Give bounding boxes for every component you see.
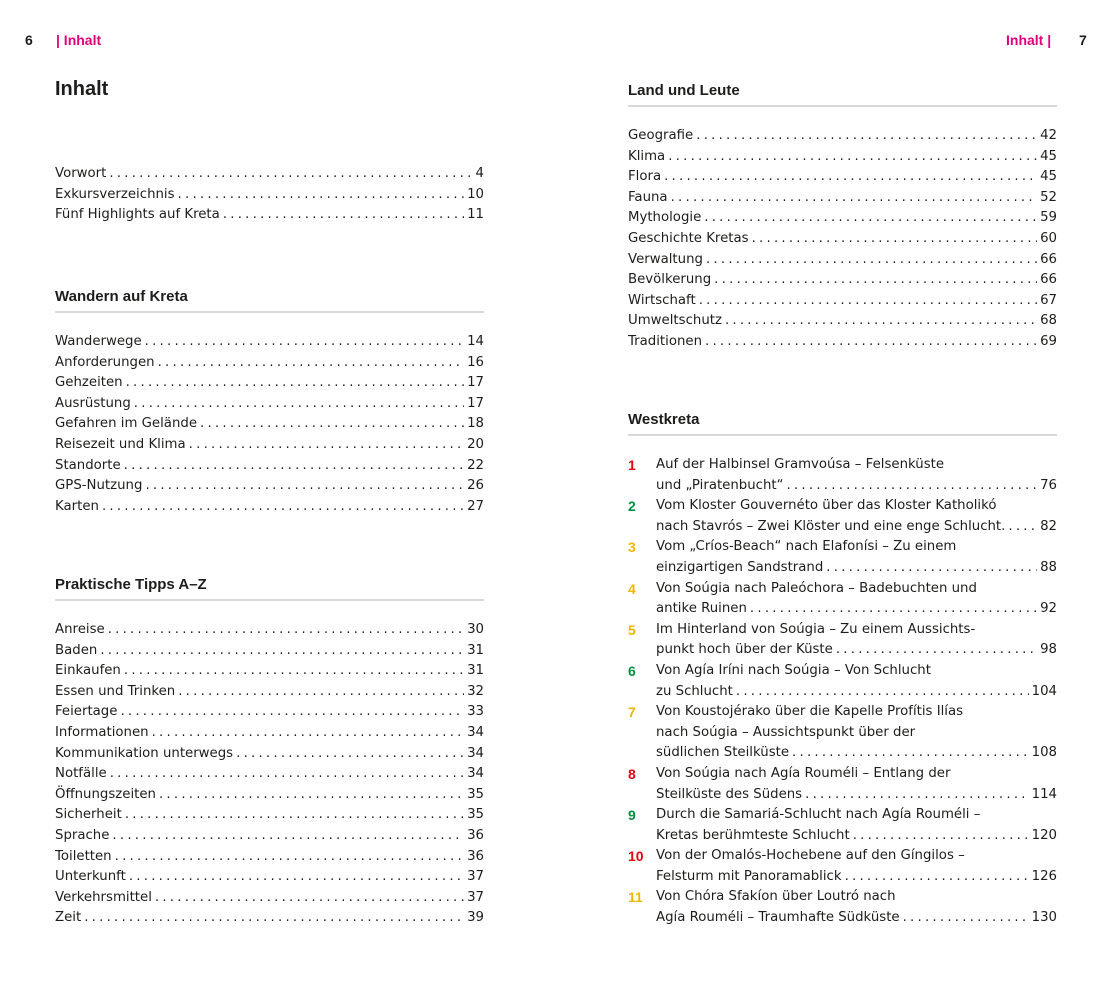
toc-entry[interactable] <box>628 188 1057 209</box>
entry-title: nach Stavrós – Zwei Klöster und eine enge Schlucht. <box>656 518 1006 534</box>
toc-entry[interactable] <box>628 208 1057 229</box>
toc-section-land <box>628 81 1057 353</box>
page-number-right: 7 <box>1079 32 1087 48</box>
entry-line <box>55 908 484 929</box>
entry-line <box>656 599 1057 620</box>
dot-leader <box>112 826 464 847</box>
entry-title: Auf der Halbinsel Gramvoúsa – Felsenküste <box>656 457 945 472</box>
entry-title: Von Koustojérako über die Kapelle Profítis Ilías <box>656 704 964 720</box>
entry-line <box>656 455 1057 476</box>
toc-section-westkreta <box>628 410 1057 929</box>
entry-title: Von Soúgia nach Agía Rouméli – Entlang der <box>656 765 951 781</box>
toc-entry[interactable] <box>628 332 1057 353</box>
page-number: 17 <box>467 375 484 391</box>
entry-title: Exkursverzeichnis <box>55 186 175 202</box>
toc-entry[interactable] <box>55 744 484 765</box>
page-number: 92 <box>1040 601 1057 617</box>
toc-entry[interactable] <box>55 456 484 477</box>
entry-title: Einkaufen <box>55 663 121 679</box>
entry-line <box>628 229 1057 250</box>
dot-leader <box>668 147 1037 168</box>
page-title: Inhalt <box>55 78 109 100</box>
entry-title: Bevölkerung <box>628 272 712 288</box>
entry-title: antike Ruinen <box>656 601 747 617</box>
dot-leader <box>671 188 1037 209</box>
page-number: 76 <box>1040 477 1057 493</box>
page-number: 32 <box>467 683 484 699</box>
toc-entry[interactable] <box>55 641 484 662</box>
dot-leader <box>152 723 465 744</box>
entry-title: Karten <box>55 498 99 514</box>
entry-line <box>656 702 1057 723</box>
entry-title: Flora <box>628 169 662 185</box>
section-heading: Westkreta <box>628 410 1057 436</box>
toc-entry[interactable] <box>628 764 1057 805</box>
entry-line <box>628 270 1057 291</box>
page-number: 31 <box>467 642 484 658</box>
entry-line <box>628 332 1057 353</box>
entry-line <box>55 785 484 806</box>
dot-leader <box>1008 517 1037 538</box>
dot-leader <box>696 126 1037 147</box>
page-number: 22 <box>467 457 484 473</box>
toc-entry[interactable] <box>55 205 484 226</box>
page-number: 36 <box>467 848 484 864</box>
toc-entry[interactable] <box>55 785 484 806</box>
route-number: 7 <box>628 704 636 721</box>
entry-title: Gefahren im Gelände <box>55 416 197 432</box>
entry-title: Wanderwege <box>55 334 142 349</box>
toc-entry[interactable] <box>628 887 1057 928</box>
page-number: 34 <box>467 766 484 782</box>
entry-line <box>55 723 484 744</box>
entry-line <box>656 661 1057 682</box>
toc-entry[interactable] <box>628 537 1057 578</box>
page-number: 18 <box>467 416 484 432</box>
entry-title: Agía Rouméli – Traumhafte Südküste <box>656 910 900 926</box>
dot-leader <box>705 332 1037 353</box>
entry-line <box>55 373 484 394</box>
entry-title: Kommunikation unterwegs <box>55 745 234 761</box>
dot-leader <box>126 373 464 394</box>
route-number: 10 <box>628 848 644 865</box>
page-number: 35 <box>467 786 484 802</box>
entry-line <box>656 579 1057 600</box>
toc-entry[interactable] <box>55 826 484 847</box>
route-number: 8 <box>628 765 636 782</box>
entry-line <box>656 640 1057 661</box>
entry-line <box>656 517 1057 538</box>
entry-title: Unterkunft <box>55 869 126 885</box>
entry-line <box>55 661 484 682</box>
toc-entry[interactable] <box>628 126 1057 147</box>
entry-title: Kretas berühmteste Schlucht <box>656 827 850 843</box>
page-number: 34 <box>467 724 484 740</box>
entry-title: südlichen Steilküste <box>656 745 790 761</box>
page-number: 30 <box>467 622 484 637</box>
entry-title: nach Soúgia – Aussichtspunkt über der <box>656 724 916 740</box>
toc-entry[interactable] <box>628 291 1057 312</box>
entry-line <box>628 208 1057 229</box>
entry-title: Anforderungen <box>55 354 155 370</box>
dot-leader <box>704 208 1037 229</box>
entry-line <box>628 126 1057 147</box>
entry-line <box>55 888 484 909</box>
page-number: 10 <box>467 186 484 202</box>
page-number: 130 <box>1031 910 1057 926</box>
page-number: 120 <box>1031 827 1057 843</box>
section-heading: Wandern auf Kreta <box>55 287 484 313</box>
entry-title: Informationen <box>55 724 149 740</box>
entry-line <box>55 620 484 641</box>
entry-title: Geschichte Kretas <box>628 230 749 246</box>
page-number: 45 <box>1040 148 1057 164</box>
entry-line <box>656 558 1057 579</box>
toc-entry[interactable] <box>628 579 1057 620</box>
entry-title: und „Piratenbucht“ <box>656 477 784 493</box>
page-number: 88 <box>1040 559 1057 575</box>
entry-title: Verwaltung <box>628 251 703 267</box>
entry-title: Umweltschutz <box>628 313 722 329</box>
entry-title: Sicherheit <box>55 807 122 823</box>
entry-line <box>55 185 484 206</box>
dot-leader <box>120 702 464 723</box>
entry-title: Vorwort <box>55 166 107 181</box>
entry-line <box>656 764 1057 785</box>
route-number: 3 <box>628 539 636 556</box>
entry-line <box>628 311 1057 332</box>
toc-entry[interactable] <box>628 455 1057 496</box>
page-number: 126 <box>1031 868 1057 884</box>
page-number: 37 <box>467 869 484 885</box>
page-number: 31 <box>467 663 484 679</box>
toc-entry[interactable] <box>628 805 1057 846</box>
toc-entry[interactable] <box>55 620 484 641</box>
dot-leader <box>145 476 464 497</box>
entry-line <box>55 353 484 374</box>
page-number: 45 <box>1040 169 1057 185</box>
page-number: 11 <box>467 207 484 223</box>
dot-leader <box>836 640 1037 661</box>
toc-entry[interactable] <box>55 394 484 415</box>
entry-title: Baden <box>55 642 98 658</box>
entry-line <box>656 476 1057 497</box>
dot-leader <box>134 394 464 415</box>
entry-title: Essen und Trinken <box>55 683 176 699</box>
entry-title: Vom „Críos-Beach“ nach Elafonísi – Zu einem <box>656 539 957 555</box>
dot-leader <box>178 682 464 703</box>
route-number: 5 <box>628 621 636 638</box>
entry-line <box>55 764 484 785</box>
entry-line <box>55 826 484 847</box>
dot-leader <box>110 764 464 785</box>
page-number: 108 <box>1031 745 1057 761</box>
dot-leader <box>903 908 1029 929</box>
toc-entries <box>628 126 1057 353</box>
dot-leader <box>125 805 464 826</box>
page-number-left: 6 <box>25 32 33 48</box>
toc-entry[interactable] <box>55 867 484 888</box>
page-number: 68 <box>1040 313 1057 329</box>
route-number: 4 <box>628 580 636 597</box>
dot-leader <box>159 785 464 806</box>
dot-leader <box>845 867 1029 888</box>
entry-line <box>55 805 484 826</box>
toc-entry[interactable] <box>55 332 484 353</box>
route-number: 9 <box>628 807 636 824</box>
toc-entry[interactable] <box>55 414 484 435</box>
entry-line <box>55 164 484 185</box>
dot-leader <box>158 353 465 374</box>
toc-section-wandern <box>55 287 484 517</box>
page-number: 39 <box>467 910 484 926</box>
toc-entry[interactable] <box>55 435 484 456</box>
dot-leader <box>115 847 464 868</box>
entry-line <box>628 188 1057 209</box>
toc-entry[interactable] <box>628 270 1057 291</box>
page-number: 37 <box>467 889 484 905</box>
toc-entry[interactable] <box>55 476 484 497</box>
entry-title: Geografie <box>628 128 694 143</box>
dot-leader <box>787 476 1038 497</box>
page-number: 27 <box>467 498 484 514</box>
page-number: 82 <box>1040 518 1057 534</box>
toc-entry[interactable] <box>628 147 1057 168</box>
toc-entry[interactable] <box>55 353 484 374</box>
toc-entry[interactable] <box>628 496 1057 537</box>
toc-entry[interactable] <box>55 805 484 826</box>
entry-line <box>656 723 1057 744</box>
entry-title: Toiletten <box>55 848 112 864</box>
entry-title: Verkehrsmittel <box>55 889 152 905</box>
entry-title: Traditionen <box>628 333 702 349</box>
dot-leader <box>129 867 464 888</box>
toc-entry[interactable] <box>55 661 484 682</box>
entry-title: Wirtschaft <box>628 292 696 308</box>
entry-title: punkt hoch über der Küste <box>656 642 833 658</box>
toc-section-tipps <box>55 575 484 929</box>
entry-title: einzigartigen Sandstrand <box>656 559 824 575</box>
entry-line <box>656 620 1057 641</box>
dot-leader <box>155 888 464 909</box>
toc-entry[interactable] <box>628 620 1057 661</box>
section-heading: Land und Leute <box>628 81 1057 107</box>
entry-title: GPS-Nutzung <box>55 478 143 494</box>
entry-title: zu Schlucht <box>656 683 733 699</box>
entry-line <box>55 414 484 435</box>
route-number: 2 <box>628 498 636 515</box>
dot-leader <box>826 558 1037 579</box>
entry-title: Felsturm mit Panoramablick <box>656 868 842 884</box>
entry-title: Von Chóra Sfakíon über Loutró nach <box>656 889 896 905</box>
entry-line <box>55 205 484 226</box>
page-number: 35 <box>467 807 484 823</box>
dot-leader <box>805 785 1028 806</box>
page-number: 4 <box>475 166 484 181</box>
page-number: 17 <box>467 395 484 411</box>
toc-entries <box>55 620 484 929</box>
dot-leader <box>200 414 464 435</box>
entry-title: Klima <box>628 148 666 164</box>
dot-leader <box>752 229 1038 250</box>
dot-leader <box>223 205 464 226</box>
entry-title: Von Soúgia nach Paleóchora – Badebuchten und <box>656 580 977 596</box>
entry-line <box>656 846 1057 867</box>
entry-title: Zeit <box>55 910 82 926</box>
toc-entry[interactable] <box>55 847 484 868</box>
page-number: 66 <box>1040 272 1057 288</box>
dot-leader <box>236 744 464 765</box>
entry-line <box>55 476 484 497</box>
dot-leader <box>725 311 1037 332</box>
entry-title: Sprache <box>55 827 110 843</box>
page-number: 69 <box>1040 333 1057 349</box>
running-head-right: Inhalt | <box>1006 32 1052 48</box>
entry-line <box>55 702 484 723</box>
entry-line <box>656 805 1057 826</box>
dot-leader <box>792 743 1029 764</box>
page-number: 114 <box>1031 786 1057 802</box>
toc-entry[interactable] <box>628 846 1057 887</box>
entry-title: Öffnungszeiten <box>55 786 156 802</box>
entry-line <box>55 867 484 888</box>
dot-leader <box>178 185 465 206</box>
toc-entry[interactable] <box>55 185 484 206</box>
dot-leader <box>109 164 472 185</box>
toc-entry[interactable] <box>55 908 484 929</box>
route-number: 6 <box>628 662 636 679</box>
entry-line <box>656 537 1057 558</box>
entry-title: Anreise <box>55 622 105 637</box>
toc-entry[interactable] <box>55 164 484 185</box>
entry-title: Standorte <box>55 457 121 473</box>
entry-line <box>55 744 484 765</box>
dot-leader <box>102 497 464 518</box>
toc-section-intro <box>55 164 484 226</box>
entry-title: Notfälle <box>55 766 107 782</box>
toc-entry[interactable] <box>628 229 1057 250</box>
entry-line <box>55 682 484 703</box>
page-number: 66 <box>1040 251 1057 267</box>
dot-leader <box>145 332 464 353</box>
page-number: 20 <box>467 436 484 452</box>
entry-title: Gehzeiten <box>55 375 123 391</box>
dot-leader <box>706 250 1037 271</box>
dot-leader <box>736 682 1029 703</box>
toc-entry[interactable] <box>628 702 1057 764</box>
entry-line <box>628 167 1057 188</box>
dot-leader <box>100 641 464 662</box>
entry-line <box>55 332 484 353</box>
toc-entry[interactable] <box>55 764 484 785</box>
dot-leader <box>853 826 1029 847</box>
entry-title: Mythologie <box>628 210 702 226</box>
page-number: 60 <box>1040 230 1057 246</box>
dot-leader <box>664 167 1037 188</box>
toc-entries <box>55 164 484 226</box>
page-number: 33 <box>467 704 484 720</box>
page-number: 36 <box>467 827 484 843</box>
page-number: 16 <box>467 354 484 370</box>
toc-entry[interactable] <box>628 250 1057 271</box>
entry-line <box>628 291 1057 312</box>
toc-entry[interactable] <box>55 373 484 394</box>
page-number: 98 <box>1040 642 1057 658</box>
entry-title: Feiertage <box>55 704 118 720</box>
page-number: 59 <box>1040 210 1057 226</box>
entry-line <box>656 826 1057 847</box>
entry-line <box>628 147 1057 168</box>
entry-line <box>656 785 1057 806</box>
entry-line <box>628 250 1057 271</box>
page-number: 14 <box>467 334 484 349</box>
entry-title: Vom Kloster Gouvernéto über das Kloster Katholikó <box>656 498 997 514</box>
entry-title: Von der Omalós-Hochebene auf den Gíngilos – <box>656 848 965 864</box>
toc-entry[interactable] <box>55 888 484 909</box>
dot-leader <box>124 661 464 682</box>
section-heading: Praktische Tipps A–Z <box>55 575 484 601</box>
toc-entry[interactable] <box>628 311 1057 332</box>
entry-line <box>656 743 1057 764</box>
dot-leader <box>189 435 464 456</box>
route-number: 1 <box>628 457 636 473</box>
entry-title: Von Agía Iríni nach Soúgia – Von Schlucht <box>656 662 931 678</box>
entry-line <box>656 867 1057 888</box>
page-number: 67 <box>1040 292 1057 308</box>
route-number: 11 <box>628 889 643 906</box>
entry-title: Steilküste des Südens <box>656 786 803 802</box>
entry-title: Fauna <box>628 189 668 205</box>
dot-leader <box>714 270 1037 291</box>
toc-entry[interactable] <box>628 661 1057 702</box>
page-number: 52 <box>1040 189 1057 205</box>
toc-entries <box>628 455 1057 929</box>
page-number: 104 <box>1031 683 1057 699</box>
page-number: 34 <box>467 745 484 761</box>
entry-title: Im Hinterland von Soúgia – Zu einem Aussichts- <box>656 621 976 637</box>
entry-line <box>55 456 484 477</box>
page-number: 42 <box>1040 128 1057 143</box>
dot-leader <box>699 291 1037 312</box>
dot-leader <box>84 908 464 929</box>
toc-entry[interactable] <box>628 167 1057 188</box>
page-number: 26 <box>467 478 484 494</box>
entry-title: Ausrüstung <box>55 395 131 411</box>
toc-entry[interactable] <box>55 682 484 703</box>
entry-line <box>656 682 1057 703</box>
entry-line <box>656 887 1057 908</box>
entry-line <box>656 908 1057 929</box>
entry-line <box>55 497 484 518</box>
dot-leader <box>108 620 464 641</box>
toc-entry[interactable] <box>55 497 484 518</box>
entry-line <box>55 847 484 868</box>
toc-entry[interactable] <box>55 702 484 723</box>
entry-title: Fünf Highlights auf Kreta <box>55 207 220 223</box>
entry-line <box>656 496 1057 517</box>
entry-line <box>55 641 484 662</box>
toc-entries <box>55 332 484 517</box>
entry-line <box>55 435 484 456</box>
toc-entry[interactable] <box>55 723 484 744</box>
entry-line <box>55 394 484 415</box>
running-head-left: | Inhalt <box>56 32 102 48</box>
entry-title: Reisezeit und Klima <box>55 436 186 452</box>
entry-title: Durch die Samariá-Schlucht nach Agía Rouméli – <box>656 807 981 823</box>
dot-leader <box>750 599 1037 620</box>
dot-leader <box>124 456 464 477</box>
